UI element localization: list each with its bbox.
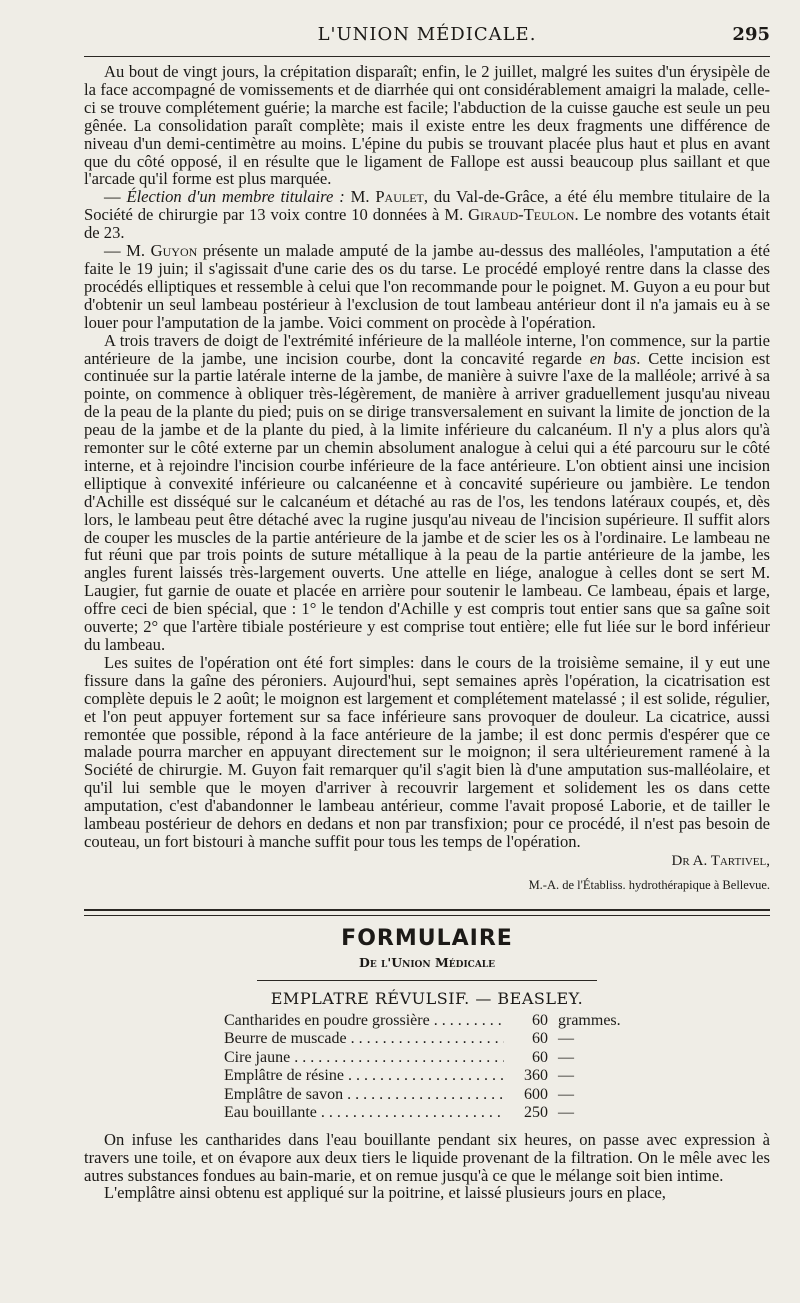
ingredient-row	[224, 1067, 770, 1086]
formulaire-title: FORMULAIRE	[341, 925, 513, 951]
author-affiliation: M.-A. de l'Établiss. hydrothérapique à Bellevue.	[528, 877, 770, 892]
page-header	[84, 14, 770, 48]
paragraph-procedure: A trois travers de doigt de l'extrémité inférieure de la malléole interne, l'on commence, sur la partie antérieure de la jambe, une incision courbe, dont la concavité regarde en bas. Cette incision est continuée sur la partie latérale interne de la jambe, de manière à suivre l'axe de la malléole; arrivé à sa pointe, on commence à obliquer très-légèrement, de manière à arriver graduellement jusqu'au niveau de la peau de la plante du pied; puis on se dirige transversalement en suivant la limite de jonction de la peau de la jambe et de la plante du pied, à la limite inférieure du calcanéum. Il n'y a plus alors qu'à remonter sur le côté externe par un chemin absolument analogue à celui qui a été parcouru sur le côté interne, et à rejoindre l'incision courbe inférieure de la face antérieure. L'on obtient ainsi une incision elliptique à convexité inférieure ou calcanéenne et à concavité supérieure ou jambière. Le tendon d'Achille est disséqué sur le calcanéum et détaché au ras de l'os, les tendons latéraux coupés, et, dès lors, le lambeau peut être détaché avec la rugine jusqu'au niveau de l'incision supérieure. Il suffit alors de couper les muscles de la partie antérieure de la jambe et de scier les os à l'ordinaire. Le lambeau ne fut réuni que par trois points de suture métallique à la peau de la partie antérieure de la jambe, les angles furent laissés très-largement ouverts. Une attelle en liége, analogue à celles dont se sert M. Laugier, fut garnie de ouate et placée en arrière pour soutenir le lambeau. Ce lambeau, épais et large, offre ceci de bien spécial, que : 1° le tendon d'Achille y est compris tout entier sans que sa gaîne soit ouverte; 2° que l'artère tibiale postérieure y est comprise tout entière; elle fut liée sur le bord inférieur du lambeau.	[84, 330, 770, 654]
formulaire-rule	[257, 980, 597, 981]
ingredient-name: Cire jaune . . .	[224, 1049, 504, 1068]
ingredient-name: Emplâtre de résine . . .	[224, 1067, 504, 1086]
ingredient-name: Eau bouillante . . .	[224, 1104, 504, 1123]
election-heading: Élection d'un membre titulaire :	[126, 187, 345, 207]
person-name: Paulet	[375, 187, 424, 207]
ingredient-unit: grammes.	[558, 1011, 621, 1029]
ingredient-quantity: 60	[532, 1030, 548, 1048]
emphasis-text: en bas	[589, 348, 637, 368]
paragraph-outcome: Les suites de l'opération ont été fort simples: dans le cours de la troisième semaine, il y eut une fissure dans la gaîne des péroniers. Aujourd'hui, sept semaines après l'opération, la cicatrisation est complète depuis le 2 août; le moignon est largement et complétement matelassé ; il est solide, régulier, et l'on peut appuyer fortement sur sa face inférieure sans provoquer de douleur. La cicatrice, aussi remontée que possible, répond à la face antérieure de la jambe; il est donc permis d'espérer que ce malade pourra marcher en appuyant directement sur le moignon; il sera ultérieurement ramené à la Société de chirurgie. M. Guyon fait remarquer qu'il s'agit bien là d'une amputation sus-malléolaire, et qu'il lui semble que le moyen d'arriver à recouvrir largement et solidement les os dans cette amputation, c'est d'abandonner le lambeau antérieur, comme l'avait proposé Laborie, et de tailler le lambeau postérieur de dehors en dedans et non par transfixion; pour ce procédé, il n'est pas besoin de couteau, un fort bistouri à manche suffit pour tous les temps de l'opération.	[84, 652, 770, 851]
recipe-title: EMPLATRE RÉVULSIF. — BEASLEY.	[270, 988, 584, 1008]
ingredient-name: Cantharides en poudre grossière . . .	[224, 1012, 504, 1031]
ingredient-name: Emplâtre de savon . . .	[224, 1086, 504, 1105]
article-body	[84, 63, 770, 895]
formulaire-instructions	[84, 1131, 770, 1203]
ingredient-row	[224, 1049, 770, 1068]
person-name: Guyon	[150, 241, 198, 261]
running-title: L'UNION MÉDICALE.	[317, 24, 537, 45]
ingredient-name: Beurre de muscade . . .	[224, 1030, 504, 1049]
header-rule	[84, 56, 770, 57]
ingredient-list	[224, 1012, 770, 1123]
paragraph-preparation: On infuse les cantharides dans l'eau bouillante pendant six heures, on passe avec expression à travers une toile, et on évapore aux deux tiers le liquide provenant de la filtration. On le mêle avec les autres substances fondues au bain-marie, et on remue jusqu'à ce que le mélange soit bien intime.	[84, 1129, 770, 1185]
person-name: Giraud-Teulon	[468, 205, 575, 225]
ingredient-row	[224, 1030, 770, 1049]
ingredient-row	[224, 1104, 770, 1123]
ingredient-unit: —	[558, 1048, 574, 1066]
paragraph-application: L'emplâtre ainsi obtenu est appliqué sur la poitrine, et laissé plusieurs jours en place,	[104, 1183, 666, 1203]
ingredient-quantity: 600	[524, 1085, 548, 1103]
ingredient-unit: —	[558, 1104, 574, 1122]
paragraph-election: — Élection d'un membre titulaire : M. Paulet, du Val-de-Grâce, a été élu membre titulaire de la Société de chirurgie par 13 voix contre 10 données à M. Giraud-Teulon. Le nombre des votants était de 23.	[84, 187, 771, 243]
ingredient-row	[224, 1012, 770, 1031]
page-number: 295	[732, 24, 770, 45]
ingredient-unit: —	[558, 1067, 574, 1085]
ingredient-quantity: 60	[532, 1011, 548, 1029]
ingredient-quantity: 360	[524, 1067, 548, 1085]
ingredient-row	[224, 1086, 770, 1105]
formulaire-subtitle: De l'Union Médicale	[358, 954, 495, 970]
ingredient-unit: —	[558, 1030, 574, 1048]
ingredient-quantity: 60	[532, 1048, 548, 1066]
paragraph-case-report: Au bout de vingt jours, la crépitation disparaît; enfin, le 2 juillet, malgré les suites d'un érysipèle de la face accompagné de vomissements et de diarrhée qui ont considérablement amaigri la malade, celle-ci se trouve complétement guérie; la marche est facile; l'abduction de la cuisse gauche est seule un peu gênée. La consolidation paraît complète; mais il existe entre les deux fragments une différence de niveau d'un demi-centimètre au moins. L'épine du pubis se trouvant placée plus haut et plus en avant que du côté opposé, il en résulte que le ligament de Fallope est aussi beaucoup plus saillant et que l'arcade qu'il forme est plus marquée.	[84, 62, 770, 189]
ingredient-unit: —	[558, 1085, 574, 1103]
paragraph-guyon-intro: — M. Guyon présente un malade amputé de la jambe au-dessus des malléoles, l'amputation a été faite le 19 juin; il s'agissait d'une carie des os du tarse. Le procédé employé rentre dans la classe des procédés elliptiques et ressemble à celui que l'on recommande pour le poignet. M. Guyon a eu pour but d'obtenir un seul lambeau postérieur à l'exclusion de tout lambeau antérieur dont il n'a jamais eu à se louer pour l'amputation de la jambe. Voici comment on procède à l'opération.	[84, 241, 770, 332]
author-signature: Dr A. Tartivel,	[671, 852, 770, 869]
ingredient-quantity: 250	[524, 1104, 548, 1122]
section-divider	[84, 909, 770, 916]
